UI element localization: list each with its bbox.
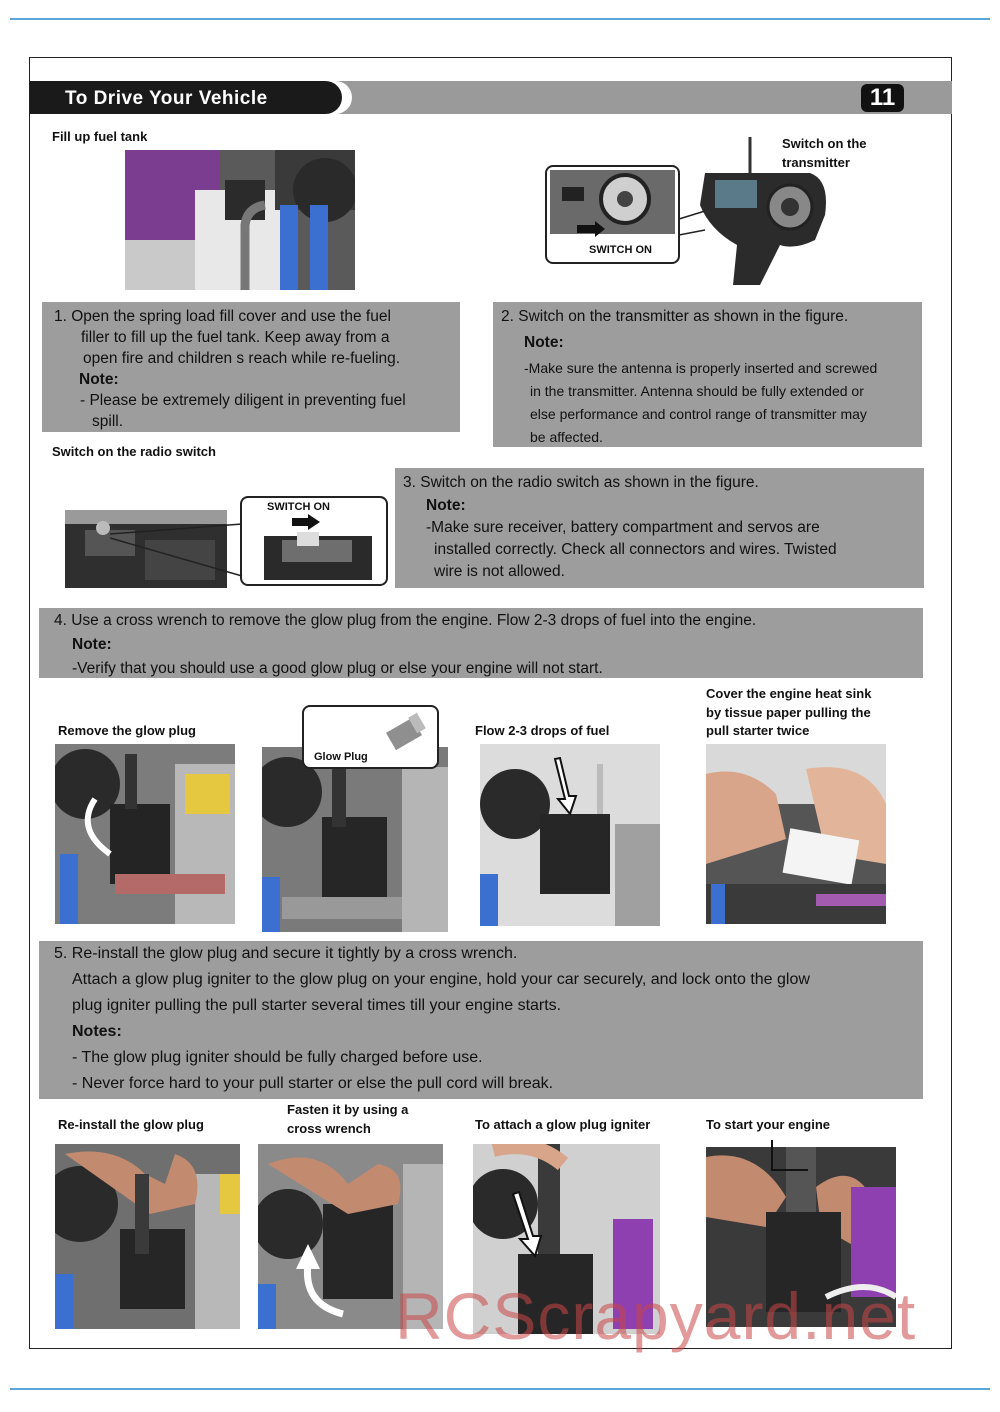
watermark: RCScrapyard.net [395,1279,917,1353]
start-line-1: 5. Re-install the glow plug and secure it tightly by a cross wrench. [54,945,518,962]
glow-instructions [39,608,923,678]
top-rule [10,18,990,20]
page-number: 11 [861,84,904,112]
start-line-2: Attach a glow plug igniter to the glow plug on your engine, hold your car securely, and lock onto the glow [72,971,810,988]
remove-caption: Remove the glow plug [58,723,196,738]
start-line-6: - Never force hard to your pull starter or else the pull cord will break. [72,1075,554,1092]
fuel-tank-photo [125,150,355,290]
glow-line-3: -Verify that you should use a good glow plug or else your engine will not start. [72,660,603,677]
transmitter-line-1: 2. Switch on the transmitter as shown in the figure. [501,308,849,325]
transmitter-line-4: in the transmitter. Antenna should be fully extended or [530,383,864,399]
attach-caption: To attach a glow plug igniter [475,1117,651,1132]
fuel-instructions [42,302,460,432]
reinstall-caption: Re-install the glow plug [58,1117,204,1132]
start-instructions [39,941,923,1099]
radio-caption: Switch on the radio switch [52,444,216,459]
flow-caption: Flow 2-3 drops of fuel [475,723,610,738]
cover-caption-2: by tissue paper pulling the [706,705,871,720]
title-tab [30,81,342,114]
fuel-note-label: Note: [79,371,119,388]
transmitter-note-label: Note: [524,334,564,351]
reinstall-photo [55,1144,240,1329]
glow-plug-callout [302,705,439,769]
transmitter-callout [545,165,680,264]
remove-glow-plug-photo [55,744,235,924]
fuel-caption: Fill up fuel tank [52,129,148,144]
cover-caption-1: Cover the engine heat sink [706,686,872,701]
start-line-3: plug igniter pulling the pull starter several times till your engine starts. [72,997,562,1014]
transmitter-line-6: be affected. [530,429,603,445]
fasten-caption-2: cross wrench [287,1121,371,1136]
glow-note-label: Note: [72,636,112,653]
radio-line-3: -Make sure receiver, battery compartment and servos are [426,519,820,536]
fuel-line-3: open fire and children s reach while re-fueling. [83,350,401,367]
transmitter-switch-label: SWITCH ON [589,244,652,256]
bottom-rule [10,1388,990,1390]
radio-note-label: Note: [426,497,466,514]
transmitter-instructions [493,302,922,447]
cover-caption-3: pull starter twice [706,723,810,738]
fuel-line-2: filler to fill up the fuel tank. Keep away from a [81,329,390,346]
radio-instructions [395,468,924,588]
fuel-line-5: - Please be extremely diligent in preventing fuel [80,392,406,409]
radio-switch-label: SWITCH ON [267,501,330,513]
radio-line-4: installed correctly. Check all connectors and wires. Twisted [434,541,837,558]
radio-callout-pointer [110,520,245,580]
start-notes-label: Notes: [72,1023,122,1040]
radio-callout [240,496,388,586]
fasten-caption-1: Fasten it by using a [287,1102,409,1117]
radio-line-5: wire is not allowed. [434,563,565,580]
transmitter-line-3: -Make sure the antenna is properly inserted and screwed [524,360,878,376]
start-engine-pointer [770,1140,810,1175]
start-engine-caption: To start your engine [706,1117,830,1132]
transmitter-caption-2: transmitter [782,155,850,170]
page-title: To Drive Your Vehicle [65,88,268,109]
start-line-5: - The glow plug igniter should be fully charged before use. [72,1049,483,1066]
glow-line-1: 4. Use a cross wrench to remove the glow plug from the engine. Flow 2-3 drops of fuel into the engine. [54,612,757,629]
glow-plug-engine-photo [262,747,448,932]
fuel-line-6: spill. [92,413,124,430]
glow-plug-label: Glow Plug [314,751,368,763]
flow-fuel-photo [480,744,660,926]
transmitter-caption-1: Switch on the [782,136,867,151]
radio-line-1: 3. Switch on the radio switch as shown in the figure. [403,474,759,491]
transmitter-line-5: else performance and control range of transmitter may [530,406,867,422]
fuel-line-1: 1. Open the spring load fill cover and use the fuel [54,308,391,325]
cover-heat-sink-photo [706,744,886,924]
